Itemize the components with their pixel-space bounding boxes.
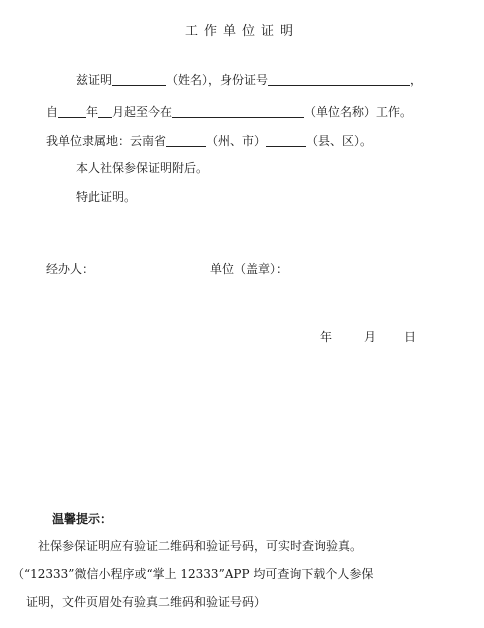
year-label: 年 xyxy=(86,105,99,119)
tips-line-1: 社保参保证明应有验证二维码和验证号码，可实时查询验真。 xyxy=(38,539,363,553)
year-blank[interactable] xyxy=(58,105,86,118)
unit-seal-label: 单位（盖章）： xyxy=(210,262,289,276)
tips-title: 温馨提示： xyxy=(52,512,113,526)
month-to-now-label: 月起至今在 xyxy=(112,105,173,119)
date-day-label: 日 xyxy=(404,330,417,344)
month-blank[interactable] xyxy=(98,105,112,118)
prefecture-hint: （州、市） xyxy=(206,134,267,148)
name-blank[interactable] xyxy=(112,73,166,86)
county-blank[interactable] xyxy=(266,134,306,147)
certify-line xyxy=(76,72,422,88)
prefecture-blank[interactable] xyxy=(166,134,206,147)
line1-suffix: ， xyxy=(410,73,423,87)
certify-prefix: 兹证明 xyxy=(76,73,113,87)
document-title: 工作单位证明 xyxy=(184,24,299,39)
tips-line-2: （“12333”微信小程序或“掌上 12333”APP 均可查询下载个人参保 xyxy=(12,567,374,581)
tips-line-3: 证明，文件页眉处有验真二维码和验证号码） xyxy=(26,595,267,609)
social-insurance-note: 本人社保参保证明附后。 xyxy=(76,161,209,175)
employment-period-line xyxy=(46,104,412,120)
handler-label: 经办人： xyxy=(46,262,95,276)
county-hint: （县、区）。 xyxy=(306,134,373,148)
date-month-label: 月 xyxy=(364,330,377,344)
from-label: 自 xyxy=(46,105,59,119)
name-hint: （姓名），身份证号 xyxy=(166,73,269,87)
unit-name-hint: （单位名称）工作。 xyxy=(304,105,413,119)
date-year-label: 年 xyxy=(320,330,333,344)
id-number-blank[interactable] xyxy=(268,73,410,86)
hereby-certify: 特此证明。 xyxy=(76,190,137,204)
jurisdiction-prefix: 我单位隶属地：云南省 xyxy=(46,134,167,148)
unit-name-blank[interactable] xyxy=(172,105,304,118)
jurisdiction-line xyxy=(46,133,372,149)
